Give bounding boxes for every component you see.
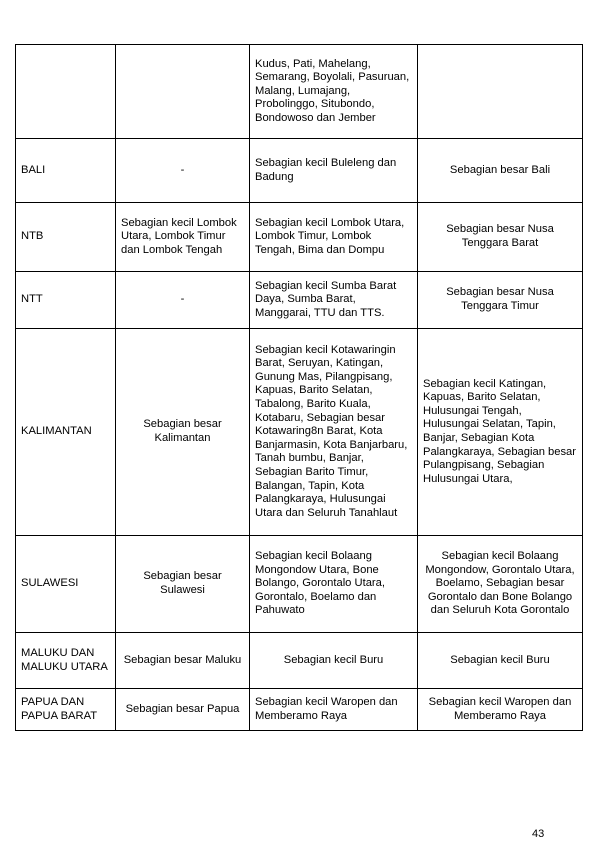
column-4-cell: Sebagian besar Nusa Tenggara Barat xyxy=(418,203,583,272)
column-2-cell: Sebagian kecil Lombok Utara, Lombok Timur dan Lombok Tengah xyxy=(116,203,250,272)
column-4-cell xyxy=(418,45,583,139)
column-4-cell: Sebagian kecil Waropen dan Memberamo Raya xyxy=(418,689,583,731)
column-2-cell: Sebagian besar Maluku xyxy=(116,633,250,689)
region-cell: SULAWESI xyxy=(16,536,116,633)
table-row xyxy=(16,536,583,633)
column-3-cell: Kudus, Pati, Mahelang, Semarang, Boyolali, Pasuruan, Malang, Lumajang, Probolinggo, Situbondo, Bondowoso dan Jember xyxy=(250,45,418,139)
table-row xyxy=(16,633,583,689)
table-row xyxy=(16,45,583,139)
region-cell: MALUKU DAN MALUKU UTARA xyxy=(16,633,116,689)
region-cell xyxy=(16,45,116,139)
region-cell: KALIMANTAN xyxy=(16,329,116,536)
column-4-cell: Sebagian kecil Katingan, Kapuas, Barito Selatan, Hulusungai Tengah, Hulusungai Selatan, Tapin, Banjar, Sebagian Kota Palangkaraya, Sebagian besar Pulangpisang, Sebagian Hulusungai Utara, xyxy=(418,329,583,536)
column-3-cell: Sebagian kecil Sumba Barat Daya, Sumba Barat, Manggarai, TTU dan TTS. xyxy=(250,272,418,329)
region-cell: NTT xyxy=(16,272,116,329)
column-2-cell: Sebagian besar Kalimantan xyxy=(116,329,250,536)
region-cell: BALI xyxy=(16,139,116,203)
region-cell: NTB xyxy=(16,203,116,272)
column-3-cell: Sebagian kecil Buru xyxy=(250,633,418,689)
table-row xyxy=(16,203,583,272)
column-4-cell: Sebagian kecil Bolaang Mongondow, Gorontalo Utara, Boelamo, Sebagian besar Gorontalo dan Bone Bolango dan Seluruh Kota Gorontalo xyxy=(418,536,583,633)
column-2-cell: Sebagian besar Papua xyxy=(116,689,250,731)
region-table xyxy=(15,44,583,731)
column-4-cell: Sebagian besar Nusa Tenggara Timur xyxy=(418,272,583,329)
page-number: 43 xyxy=(532,828,545,840)
column-2-cell: - xyxy=(116,272,250,329)
column-3-cell: Sebagian kecil Lombok Utara, Lombok Timur, Lombok Tengah, Bima dan Dompu xyxy=(250,203,418,272)
column-2-cell: Sebagian besar Sulawesi xyxy=(116,536,250,633)
table-row xyxy=(16,272,583,329)
column-4-cell: Sebagian besar Bali xyxy=(418,139,583,203)
column-3-cell: Sebagian kecil Kotawaringin Barat, Seruyan, Katingan, Gunung Mas, Pilangpisang, Kapuas, Barito Selatan, Tabalong, Barito Kuala, Kotabaru, Sebagian besar Kotawaring8n Barat, Kota Banjarmasin, Kota Banjarbaru, Tanah bumbu, Banjar, Sebagian Barito Timur, Balangan, Tapin, Kota Palangkaraya, Hulusungai Utara dan Seluruh Tanahlaut xyxy=(250,329,418,536)
region-cell: PAPUA DAN PAPUA BARAT xyxy=(16,689,116,731)
column-4-cell: Sebagian kecil Buru xyxy=(418,633,583,689)
table-row xyxy=(16,689,583,731)
table-row xyxy=(16,139,583,203)
column-2-cell: - xyxy=(116,139,250,203)
column-3-cell: Sebagian kecil Waropen dan Memberamo Raya xyxy=(250,689,418,731)
column-2-cell xyxy=(116,45,250,139)
column-3-cell: Sebagian kecil Bolaang Mongondow Utara, Bone Bolango, Gorontalo Utara, Gorontalo, Boelamo dan Pahuwato xyxy=(250,536,418,633)
column-3-cell: Sebagian kecil Buleleng dan Badung xyxy=(250,139,418,203)
table-row xyxy=(16,329,583,536)
